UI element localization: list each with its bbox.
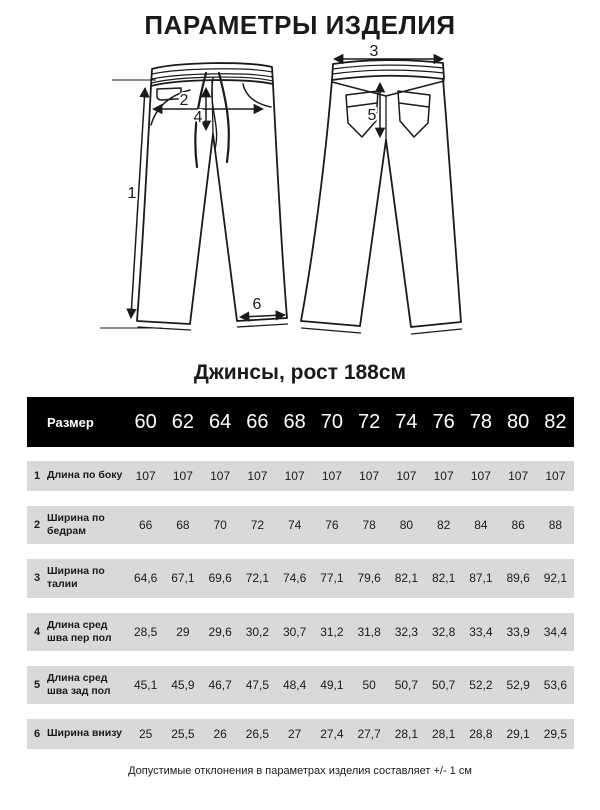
page-title: ПАРАМЕТРЫ ИЗДЕЛИЯ: [144, 10, 456, 40]
value-cell: 25: [138, 727, 153, 741]
value-cell: 74,6: [282, 571, 307, 586]
back-hem-stitching: [302, 328, 462, 334]
value-cell: 31,8: [357, 624, 381, 639]
row-number: 2: [33, 519, 41, 532]
value-cell: 107: [284, 469, 305, 483]
value-cell: 107: [433, 469, 454, 483]
value-cell: 107: [545, 469, 566, 483]
value-cell: 52,2: [469, 677, 493, 692]
size-column-header: 82: [544, 410, 567, 433]
size-column-header: 72: [358, 410, 381, 433]
measure-callouts: [128, 45, 379, 313]
value-cell: 107: [321, 469, 342, 483]
row-label: Ширина по талии: [47, 565, 105, 591]
value-cell: 27,7: [357, 727, 381, 741]
jeans-diagram: [0, 45, 600, 355]
measure-callout-3: 3: [369, 45, 379, 60]
measure-arrow-6: [241, 315, 284, 317]
size-column-header: 80: [507, 410, 530, 433]
value-cell: 82: [436, 518, 451, 533]
value-cell: 49,1: [320, 677, 344, 692]
value-cell: 68: [176, 518, 190, 533]
value-cell: 29,5: [543, 727, 568, 741]
value-cell: 33,4: [469, 624, 493, 639]
value-cell: 107: [210, 469, 231, 483]
front-right-leg-outline: [213, 84, 287, 321]
front-pocket-curves: [151, 84, 271, 125]
size-column-header: 66: [246, 410, 269, 433]
value-cell: 76: [325, 518, 339, 533]
size-column-header: 70: [320, 410, 343, 433]
value-cell: 80: [399, 518, 414, 533]
value-cell: 29,6: [208, 624, 232, 639]
row-number: 6: [33, 728, 41, 740]
value-cell: 52,9: [506, 677, 530, 692]
table-row: [27, 666, 574, 704]
value-cell: 26: [213, 727, 227, 741]
value-cell: 107: [247, 469, 268, 483]
table-row: [27, 506, 574, 544]
measure-callout-1: 1: [127, 185, 137, 202]
value-cell: 48,4: [282, 677, 307, 692]
value-cell: 26,5: [245, 727, 270, 741]
value-cell: 27,4: [320, 727, 344, 741]
value-cell: 86: [511, 518, 525, 533]
value-cell: 50: [362, 677, 376, 692]
row-label: Длина сред шва пер пол: [47, 618, 112, 644]
measure-callout-5: 5: [367, 107, 377, 124]
value-cell: 87,1: [469, 571, 493, 586]
table-header-row: [27, 397, 574, 447]
back-waistband-stitching: [333, 65, 445, 74]
tolerance-note: Допустимые отклонения в параметрах изделия составляет +/- 1 см: [128, 765, 472, 777]
value-cell: 70: [213, 518, 227, 533]
row-label: Ширина по бедрам: [47, 512, 105, 538]
value-cell: 30,7: [282, 624, 307, 639]
value-cell: 45,9: [171, 677, 195, 692]
value-cell: 64,6: [133, 571, 158, 586]
value-cell: 107: [508, 469, 529, 483]
value-cell: 107: [359, 469, 380, 483]
value-cell: 28,8: [469, 727, 493, 741]
size-column-header: 62: [171, 410, 194, 433]
value-cell: 32,3: [394, 624, 419, 639]
front-hem-stitching: [138, 324, 288, 330]
value-cell: 72,1: [245, 571, 270, 586]
value-cell: 74: [287, 518, 302, 533]
product-subtitle: Джинсы, рост 188см: [193, 361, 407, 384]
value-cell: 107: [396, 469, 417, 483]
value-cell: 82,1: [394, 571, 419, 586]
jeans-technical-drawing: [0, 45, 600, 355]
value-cell: 50,7: [394, 677, 419, 692]
value-cell: 33,9: [506, 624, 530, 639]
size-column-header: 74: [395, 410, 418, 433]
measure-callout-4: 4: [193, 109, 203, 126]
value-cell: 29,1: [506, 727, 530, 741]
row-number: 3: [33, 572, 41, 585]
row-number: 5: [33, 678, 41, 691]
size-column-header: 64: [209, 410, 232, 433]
value-cell: 67,1: [171, 571, 195, 586]
value-cell: 53,6: [543, 677, 568, 692]
value-cell: 31,2: [320, 624, 344, 639]
value-cell: 28,1: [394, 727, 419, 741]
value-cell: 66: [138, 518, 153, 533]
measure-arrow-1: [131, 89, 145, 317]
value-cell: 79,6: [357, 571, 381, 586]
size-header-label: Размер: [47, 414, 94, 430]
back-pocket-right: [398, 91, 430, 137]
value-cell: 45,1: [133, 677, 158, 692]
value-cell: 46,7: [208, 677, 232, 692]
measure-callout-6: 6: [252, 296, 262, 313]
value-cell: 50,7: [431, 677, 456, 692]
value-cell: 88: [548, 518, 563, 533]
value-cell: 82,1: [431, 571, 456, 586]
size-table: [27, 397, 574, 749]
value-cell: 28,5: [133, 624, 158, 639]
value-cell: 77,1: [320, 571, 344, 586]
value-cell: 32,8: [431, 624, 456, 639]
value-cell: 92,1: [543, 571, 568, 586]
row-number: 4: [33, 625, 41, 638]
size-column-header: 76: [432, 410, 455, 433]
value-cell: 107: [135, 469, 156, 483]
row-label: Длина сред шва зад пол: [47, 671, 111, 697]
table-row: [27, 559, 574, 597]
value-cell: 47,5: [245, 677, 270, 692]
value-cell: 107: [470, 469, 491, 483]
row-label: Длина по боку: [47, 469, 123, 482]
value-cell: 72: [250, 518, 265, 533]
value-cell: 27: [287, 727, 302, 741]
value-cell: 29: [176, 624, 190, 639]
measure-callout-2: 2: [179, 92, 189, 109]
value-cell: 28,1: [431, 727, 456, 741]
size-column-header: 78: [469, 410, 492, 433]
size-column-header: 60: [134, 410, 157, 433]
value-cell: 69,6: [208, 571, 232, 586]
value-cell: 78: [362, 518, 376, 533]
table-row: [27, 461, 574, 491]
measure-arrows: [100, 59, 442, 328]
value-cell: 25,5: [171, 727, 195, 741]
value-cell: 89,6: [506, 571, 530, 586]
value-cell: 34,4: [543, 624, 568, 639]
value-cell: 30,2: [245, 624, 270, 639]
table-row: [27, 719, 574, 749]
back-yoke-seam: [332, 81, 444, 96]
table-row: [27, 613, 574, 651]
back-right-leg-outline: [386, 79, 461, 327]
value-cell: 84: [474, 518, 488, 533]
row-label: Ширина внизу: [47, 727, 123, 740]
size-column-header: 68: [283, 410, 306, 433]
row-number: 1: [33, 470, 41, 482]
value-cell: 107: [172, 469, 193, 483]
